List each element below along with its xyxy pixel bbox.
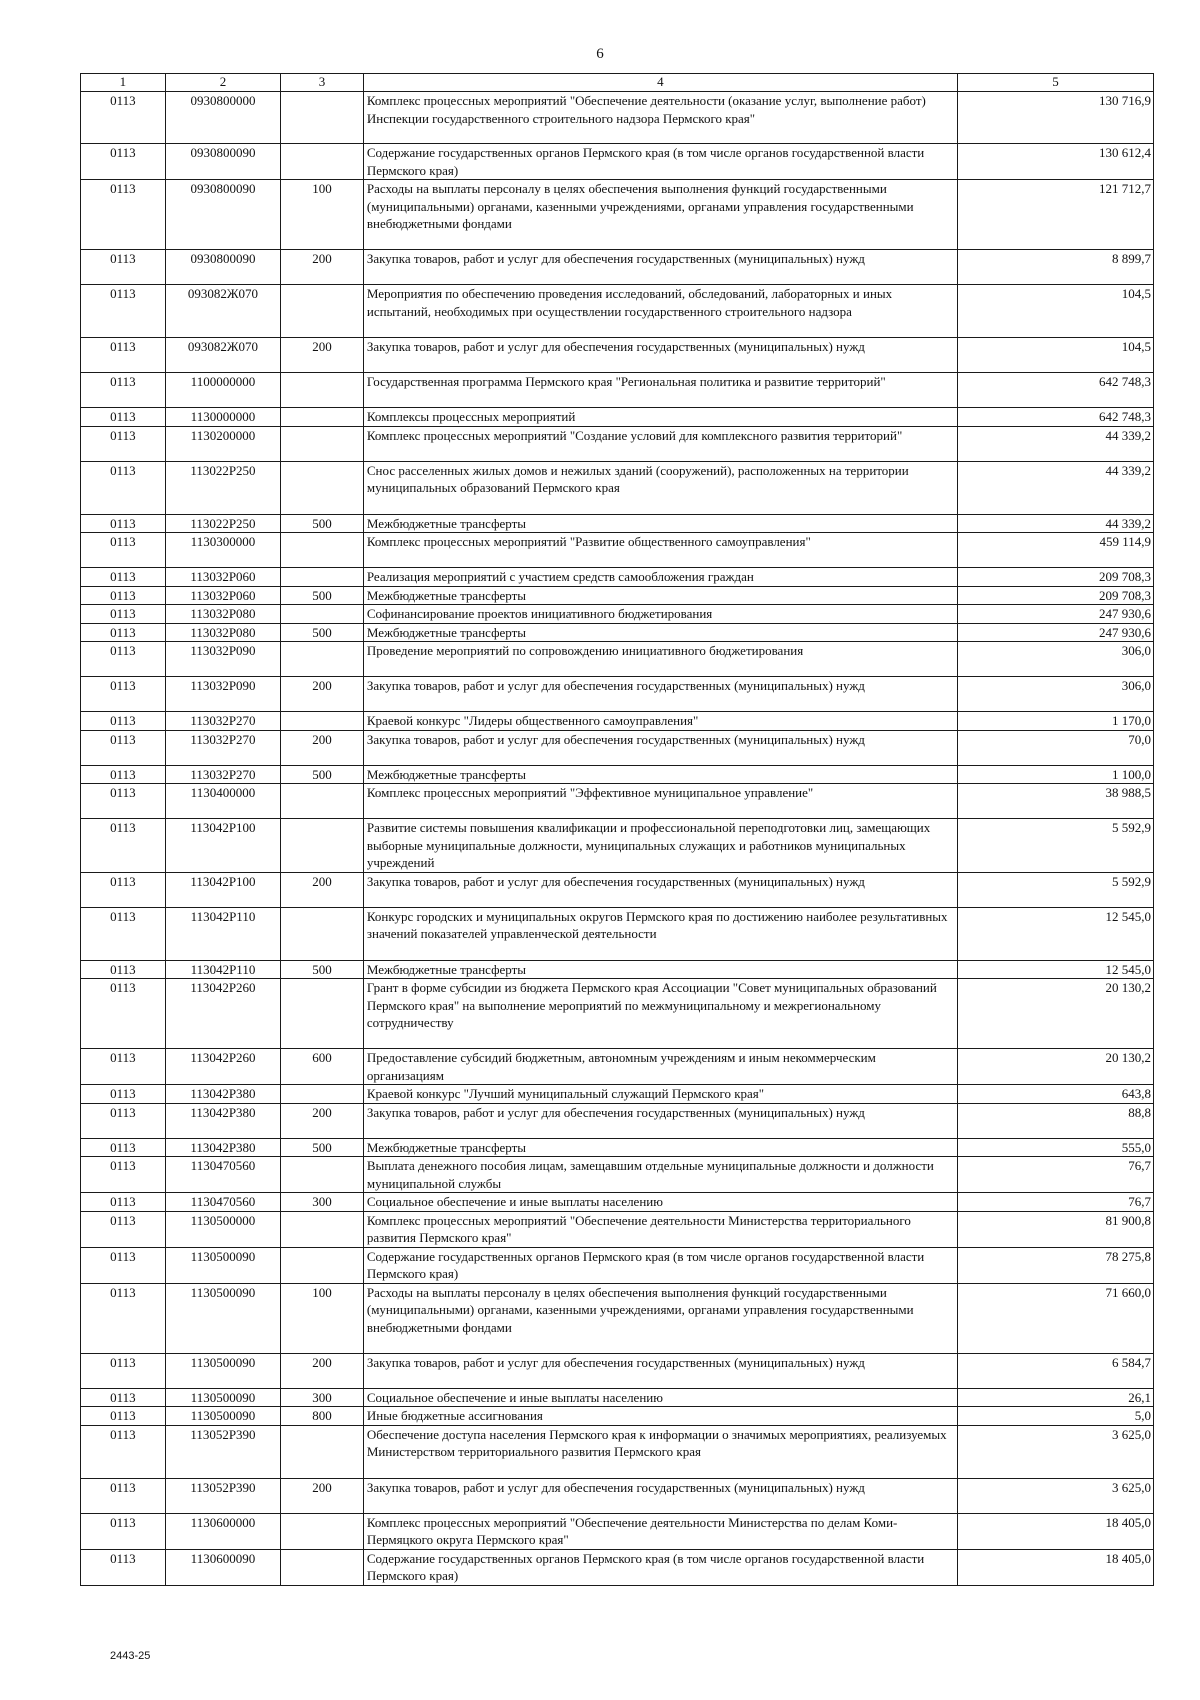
amount-cell: 78 275,8 <box>957 1247 1153 1283</box>
table-row <box>81 1425 1154 1478</box>
target-article-cell: 113042Р100 <box>165 872 280 907</box>
table-row <box>81 1193 1154 1212</box>
item-name-cell: Развитие системы повышения квалификации и профессиональной переподготовки лиц, замещающих выборные муниципальные должности, муниципальных служащих и работников муниципальных учреждений <box>363 819 957 873</box>
table-row <box>81 730 1154 765</box>
item-name-cell: Содержание государственных органов Пермского края (в том числе органов государственной власти Пермского края) <box>363 144 957 180</box>
section-code-cell: 0113 <box>81 1085 166 1104</box>
section-code-cell: 0113 <box>81 426 166 461</box>
amount-cell: 643,8 <box>957 1085 1153 1104</box>
item-name-cell: Комплекс процессных мероприятий "Обеспечение деятельности Министерства территориального развития Пермского края" <box>363 1211 957 1247</box>
item-name-cell: Обеспечение доступа населения Пермского края к информации о значимых мероприятиях, реализуемых Министерством территориального развития Пермского края <box>363 1425 957 1478</box>
column-header: 4 <box>363 74 957 92</box>
target-article-cell: 1130500090 <box>165 1388 280 1407</box>
section-code-cell: 0113 <box>81 765 166 784</box>
item-name-cell: Содержание государственных органов Пермского края (в том числе органов государственной власти Пермского края) <box>363 1549 957 1585</box>
amount-cell: 76,7 <box>957 1193 1153 1212</box>
section-code-cell: 0113 <box>81 144 166 180</box>
table-row <box>81 1138 1154 1157</box>
section-code-cell: 0113 <box>81 408 166 427</box>
table-row <box>81 514 1154 533</box>
item-name-cell: Комплекс процессных мероприятий "Создание условий для комплексного развития территорий" <box>363 426 957 461</box>
item-name-cell: Социальное обеспечение и иные выплаты населению <box>363 1193 957 1212</box>
section-code-cell: 0113 <box>81 907 166 960</box>
expense-type-cell <box>281 461 364 514</box>
item-name-cell: Закупка товаров, работ и услуг для обеспечения государственных (муниципальных) нужд <box>363 730 957 765</box>
amount-cell: 20 130,2 <box>957 979 1153 1049</box>
amount-cell: 5,0 <box>957 1407 1153 1426</box>
target-article-cell: 113052Р390 <box>165 1425 280 1478</box>
item-name-cell: Расходы на выплаты персоналу в целях обеспечения выполнения функций государственными (муниципальными) органами, казенными учреждениями, органами управления государственными внебюджетными фондами <box>363 1283 957 1353</box>
table-row <box>81 1211 1154 1247</box>
amount-cell: 209 708,3 <box>957 568 1153 587</box>
item-name-cell: Закупка товаров, работ и услуг для обеспечения государственных (муниципальных) нужд <box>363 1103 957 1138</box>
target-article-cell: 113032Р080 <box>165 605 280 624</box>
expense-type-cell: 200 <box>281 338 364 373</box>
item-name-cell: Содержание государственных органов Пермского края (в том числе органов государственной власти Пермского края) <box>363 1247 957 1283</box>
amount-cell: 18 405,0 <box>957 1549 1153 1585</box>
section-code-cell: 0113 <box>81 1513 166 1549</box>
expense-type-cell: 300 <box>281 1388 364 1407</box>
item-name-cell: Расходы на выплаты персоналу в целях обеспечения выполнения функций государственными (муниципальными) органами, казенными учреждениями, органами управления государственными внебюджетными фондами <box>363 180 957 250</box>
amount-cell: 20 130,2 <box>957 1049 1153 1085</box>
table-row <box>81 408 1154 427</box>
item-name-cell: Комплекс процессных мероприятий "Обеспечение деятельности Министерства по делам Коми-Пермяцкого округа Пермского края" <box>363 1513 957 1549</box>
page-number: 6 <box>596 46 604 62</box>
expense-type-cell <box>281 819 364 873</box>
target-article-cell: 113032Р090 <box>165 677 280 712</box>
expense-type-cell <box>281 285 364 338</box>
amount-cell: 8 899,7 <box>957 250 1153 285</box>
item-name-cell: Закупка товаров, работ и услуг для обеспечения государственных (муниципальных) нужд <box>363 1353 957 1388</box>
table-row <box>81 1388 1154 1407</box>
amount-cell: 44 339,2 <box>957 514 1153 533</box>
table-row <box>81 285 1154 338</box>
section-code-cell: 0113 <box>81 1247 166 1283</box>
target-article-cell: 1130500000 <box>165 1211 280 1247</box>
expense-type-cell: 200 <box>281 1103 364 1138</box>
item-name-cell: Закупка товаров, работ и услуг для обеспечения государственных (муниципальных) нужд <box>363 338 957 373</box>
item-name-cell: Межбюджетные трансферты <box>363 623 957 642</box>
expense-type-cell: 500 <box>281 623 364 642</box>
expense-type-cell: 500 <box>281 586 364 605</box>
section-code-cell: 0113 <box>81 373 166 408</box>
section-code-cell: 0113 <box>81 586 166 605</box>
target-article-cell: 1130500090 <box>165 1407 280 1426</box>
amount-cell: 3 625,0 <box>957 1425 1153 1478</box>
expense-type-cell <box>281 92 364 144</box>
section-code-cell: 0113 <box>81 1478 166 1513</box>
target-article-cell: 113032Р060 <box>165 568 280 587</box>
section-code-cell: 0113 <box>81 1211 166 1247</box>
section-code-cell: 0113 <box>81 1049 166 1085</box>
expense-type-cell: 300 <box>281 1193 364 1212</box>
amount-cell: 130 716,9 <box>957 92 1153 144</box>
expense-type-cell: 500 <box>281 765 364 784</box>
table-row <box>81 605 1154 624</box>
target-article-cell: 113032Р090 <box>165 642 280 677</box>
target-article-cell: 113042Р100 <box>165 819 280 873</box>
amount-cell: 642 748,3 <box>957 373 1153 408</box>
amount-cell: 121 712,7 <box>957 180 1153 250</box>
expense-type-cell: 200 <box>281 872 364 907</box>
table-row <box>81 1085 1154 1104</box>
item-name-cell: Закупка товаров, работ и услуг для обеспечения государственных (муниципальных) нужд <box>363 1478 957 1513</box>
target-article-cell: 113042Р110 <box>165 960 280 979</box>
expense-type-cell <box>281 426 364 461</box>
table-row <box>81 623 1154 642</box>
target-article-cell: 113042Р110 <box>165 907 280 960</box>
table-row <box>81 979 1154 1049</box>
section-code-cell: 0113 <box>81 1103 166 1138</box>
expense-type-cell <box>281 1247 364 1283</box>
amount-cell: 81 900,8 <box>957 1211 1153 1247</box>
item-name-cell: Комплекс процессных мероприятий "Обеспечение деятельности (оказание услуг, выполнение работ) Инспекции государственного строительного надзора Пермского края" <box>363 92 957 144</box>
item-name-cell: Межбюджетные трансферты <box>363 765 957 784</box>
amount-cell: 88,8 <box>957 1103 1153 1138</box>
amount-cell: 5 592,9 <box>957 872 1153 907</box>
expense-type-cell <box>281 408 364 427</box>
target-article-cell: 1100000000 <box>165 373 280 408</box>
section-code-cell: 0113 <box>81 1388 166 1407</box>
table-row <box>81 180 1154 250</box>
item-name-cell: Софинансирование проектов инициативного бюджетирования <box>363 605 957 624</box>
expense-type-cell: 600 <box>281 1049 364 1085</box>
expense-type-cell <box>281 1211 364 1247</box>
section-code-cell: 0113 <box>81 960 166 979</box>
section-code-cell: 0113 <box>81 605 166 624</box>
expense-type-cell: 200 <box>281 1353 364 1388</box>
amount-cell: 459 114,9 <box>957 533 1153 568</box>
section-code-cell: 0113 <box>81 250 166 285</box>
item-name-cell: Выплата денежного пособия лицам, замещавшим отдельные муниципальные должности и должности муниципальной службы <box>363 1157 957 1193</box>
expense-type-cell: 100 <box>281 1283 364 1353</box>
table-row <box>81 338 1154 373</box>
amount-cell: 6 584,7 <box>957 1353 1153 1388</box>
expense-type-cell <box>281 1157 364 1193</box>
table-row <box>81 712 1154 731</box>
table-row <box>81 1549 1154 1585</box>
item-name-cell: Мероприятия по обеспечению проведения исследований, обследований, лабораторных и иных испытаний, необходимых при осуществлении государственного строительного надзора <box>363 285 957 338</box>
amount-cell: 18 405,0 <box>957 1513 1153 1549</box>
table-row <box>81 1407 1154 1426</box>
amount-cell: 44 339,2 <box>957 461 1153 514</box>
target-article-cell: 113042Р380 <box>165 1103 280 1138</box>
expense-type-cell: 200 <box>281 677 364 712</box>
expense-type-cell <box>281 1085 364 1104</box>
section-code-cell: 0113 <box>81 1283 166 1353</box>
amount-cell: 5 592,9 <box>957 819 1153 873</box>
item-name-cell: Проведение мероприятий по сопровождению инициативного бюджетирования <box>363 642 957 677</box>
table-row <box>81 250 1154 285</box>
table-row <box>81 426 1154 461</box>
amount-cell: 1 100,0 <box>957 765 1153 784</box>
column-header: 5 <box>957 74 1153 92</box>
expense-type-cell: 200 <box>281 1478 364 1513</box>
target-article-cell: 113042Р380 <box>165 1085 280 1104</box>
amount-cell: 247 930,6 <box>957 623 1153 642</box>
expense-type-cell: 500 <box>281 960 364 979</box>
amount-cell: 306,0 <box>957 642 1153 677</box>
table-row <box>81 1353 1154 1388</box>
expense-type-cell: 500 <box>281 514 364 533</box>
target-article-cell: 1130300000 <box>165 533 280 568</box>
section-code-cell: 0113 <box>81 285 166 338</box>
target-article-cell: 113042Р260 <box>165 979 280 1049</box>
section-code-cell: 0113 <box>81 1193 166 1212</box>
target-article-cell: 0930800090 <box>165 250 280 285</box>
target-article-cell: 113022Р250 <box>165 461 280 514</box>
expense-type-cell <box>281 907 364 960</box>
section-code-cell: 0113 <box>81 461 166 514</box>
amount-cell: 209 708,3 <box>957 586 1153 605</box>
item-name-cell: Предоставление субсидий бюджетным, автономным учреждениям и иным некоммерческим организациям <box>363 1049 957 1085</box>
amount-cell: 1 170,0 <box>957 712 1153 731</box>
item-name-cell: Грант в форме субсидии из бюджета Пермского края Ассоциации "Совет муниципальных образований Пермского края" на выполнение мероприятий по межмуниципальному и межрегиональному сотрудничеству <box>363 979 957 1049</box>
table-row <box>81 872 1154 907</box>
item-name-cell: Межбюджетные трансферты <box>363 960 957 979</box>
section-code-cell: 0113 <box>81 730 166 765</box>
item-name-cell: Закупка товаров, работ и услуг для обеспечения государственных (муниципальных) нужд <box>363 250 957 285</box>
target-article-cell: 0930800090 <box>165 144 280 180</box>
expense-type-cell: 200 <box>281 730 364 765</box>
amount-cell: 38 988,5 <box>957 784 1153 819</box>
expense-type-cell: 100 <box>281 180 364 250</box>
amount-cell: 70,0 <box>957 730 1153 765</box>
table-header-row <box>81 74 1154 92</box>
amount-cell: 76,7 <box>957 1157 1153 1193</box>
item-name-cell: Комплекс процессных мероприятий "Эффективное муниципальное управление" <box>363 784 957 819</box>
item-name-cell: Закупка товаров, работ и услуг для обеспечения государственных (муниципальных) нужд <box>363 677 957 712</box>
table-row <box>81 144 1154 180</box>
expense-type-cell <box>281 784 364 819</box>
section-code-cell: 0113 <box>81 623 166 642</box>
expense-type-cell <box>281 642 364 677</box>
column-header: 3 <box>281 74 364 92</box>
section-code-cell: 0113 <box>81 819 166 873</box>
section-code-cell: 0113 <box>81 533 166 568</box>
table-row <box>81 461 1154 514</box>
amount-cell: 247 930,6 <box>957 605 1153 624</box>
expense-type-cell <box>281 712 364 731</box>
section-code-cell: 0113 <box>81 872 166 907</box>
amount-cell: 306,0 <box>957 677 1153 712</box>
amount-cell: 26,1 <box>957 1388 1153 1407</box>
target-article-cell: 093082Ж070 <box>165 338 280 373</box>
table-row <box>81 1283 1154 1353</box>
expense-type-cell <box>281 979 364 1049</box>
item-name-cell: Конкурс городских и муниципальных округов Пермского края по достижению наиболее результативных значений показателей управленческой деятельности <box>363 907 957 960</box>
section-code-cell: 0113 <box>81 1425 166 1478</box>
expense-type-cell <box>281 533 364 568</box>
amount-cell: 555,0 <box>957 1138 1153 1157</box>
expense-type-cell <box>281 605 364 624</box>
item-name-cell: Межбюджетные трансферты <box>363 1138 957 1157</box>
target-article-cell: 1130500090 <box>165 1283 280 1353</box>
amount-cell: 12 545,0 <box>957 907 1153 960</box>
target-article-cell: 1130600090 <box>165 1549 280 1585</box>
table-row <box>81 642 1154 677</box>
item-name-cell: Реализация мероприятий с участием средств самообложения граждан <box>363 568 957 587</box>
budget-table <box>80 73 1154 1586</box>
section-code-cell: 0113 <box>81 180 166 250</box>
target-article-cell: 113032Р080 <box>165 623 280 642</box>
target-article-cell: 093082Ж070 <box>165 285 280 338</box>
section-code-cell: 0113 <box>81 514 166 533</box>
table-body <box>81 92 1154 1586</box>
document-code: 2443-25 <box>110 1650 151 1662</box>
table-row <box>81 1478 1154 1513</box>
section-code-cell: 0113 <box>81 979 166 1049</box>
table-row <box>81 586 1154 605</box>
target-article-cell: 1130600000 <box>165 1513 280 1549</box>
item-name-cell: Комплекс процессных мероприятий "Развитие общественного самоуправления" <box>363 533 957 568</box>
table-row <box>81 1103 1154 1138</box>
table-row <box>81 1513 1154 1549</box>
table-row <box>81 784 1154 819</box>
section-code-cell: 0113 <box>81 338 166 373</box>
amount-cell: 104,5 <box>957 338 1153 373</box>
section-code-cell: 0113 <box>81 92 166 144</box>
table-row <box>81 819 1154 873</box>
table-row <box>81 1157 1154 1193</box>
target-article-cell: 1130400000 <box>165 784 280 819</box>
amount-cell: 104,5 <box>957 285 1153 338</box>
expense-type-cell <box>281 568 364 587</box>
table-row <box>81 765 1154 784</box>
target-article-cell: 113042Р380 <box>165 1138 280 1157</box>
expense-type-cell <box>281 1549 364 1585</box>
target-article-cell: 0930800000 <box>165 92 280 144</box>
expense-type-cell: 500 <box>281 1138 364 1157</box>
table-row <box>81 533 1154 568</box>
item-name-cell: Снос расселенных жилых домов и нежилых зданий (сооружений), расположенных на территории муниципальных образований Пермского края <box>363 461 957 514</box>
target-article-cell: 113032Р060 <box>165 586 280 605</box>
table-row <box>81 1049 1154 1085</box>
column-header: 2 <box>165 74 280 92</box>
section-code-cell: 0113 <box>81 784 166 819</box>
item-name-cell: Краевой конкурс "Лучший муниципальный служащий Пермского края" <box>363 1085 957 1104</box>
expense-type-cell <box>281 373 364 408</box>
target-article-cell: 1130470560 <box>165 1157 280 1193</box>
section-code-cell: 0113 <box>81 712 166 731</box>
target-article-cell: 1130500090 <box>165 1247 280 1283</box>
item-name-cell: Иные бюджетные ассигнования <box>363 1407 957 1426</box>
amount-cell: 130 612,4 <box>957 144 1153 180</box>
expense-type-cell: 200 <box>281 250 364 285</box>
table-row <box>81 373 1154 408</box>
table-row <box>81 568 1154 587</box>
amount-cell: 642 748,3 <box>957 408 1153 427</box>
item-name-cell: Социальное обеспечение и иные выплаты населению <box>363 1388 957 1407</box>
target-article-cell: 1130200000 <box>165 426 280 461</box>
target-article-cell: 1130000000 <box>165 408 280 427</box>
table-row <box>81 907 1154 960</box>
section-code-cell: 0113 <box>81 1138 166 1157</box>
item-name-cell: Государственная программа Пермского края "Региональная политика и развитие территорий" <box>363 373 957 408</box>
amount-cell: 12 545,0 <box>957 960 1153 979</box>
expense-type-cell <box>281 144 364 180</box>
target-article-cell: 113042Р260 <box>165 1049 280 1085</box>
section-code-cell: 0113 <box>81 568 166 587</box>
table-row <box>81 92 1154 144</box>
section-code-cell: 0113 <box>81 642 166 677</box>
target-article-cell: 113052Р390 <box>165 1478 280 1513</box>
table-row <box>81 960 1154 979</box>
item-name-cell: Межбюджетные трансферты <box>363 586 957 605</box>
item-name-cell: Краевой конкурс "Лидеры общественного самоуправления" <box>363 712 957 731</box>
target-article-cell: 113022Р250 <box>165 514 280 533</box>
amount-cell: 44 339,2 <box>957 426 1153 461</box>
expense-type-cell: 800 <box>281 1407 364 1426</box>
expense-type-cell <box>281 1513 364 1549</box>
target-article-cell: 113032Р270 <box>165 765 280 784</box>
amount-cell: 3 625,0 <box>957 1478 1153 1513</box>
column-header: 1 <box>81 74 166 92</box>
amount-cell: 71 660,0 <box>957 1283 1153 1353</box>
section-code-cell: 0113 <box>81 1353 166 1388</box>
target-article-cell: 113032Р270 <box>165 712 280 731</box>
expense-type-cell <box>281 1425 364 1478</box>
item-name-cell: Межбюджетные трансферты <box>363 514 957 533</box>
section-code-cell: 0113 <box>81 1407 166 1426</box>
target-article-cell: 1130500090 <box>165 1353 280 1388</box>
table-row <box>81 677 1154 712</box>
target-article-cell: 1130470560 <box>165 1193 280 1212</box>
section-code-cell: 0113 <box>81 1549 166 1585</box>
target-article-cell: 0930800090 <box>165 180 280 250</box>
table-row <box>81 1247 1154 1283</box>
item-name-cell: Комплексы процессных мероприятий <box>363 408 957 427</box>
section-code-cell: 0113 <box>81 677 166 712</box>
section-code-cell: 0113 <box>81 1157 166 1193</box>
item-name-cell: Закупка товаров, работ и услуг для обеспечения государственных (муниципальных) нужд <box>363 872 957 907</box>
target-article-cell: 113032Р270 <box>165 730 280 765</box>
